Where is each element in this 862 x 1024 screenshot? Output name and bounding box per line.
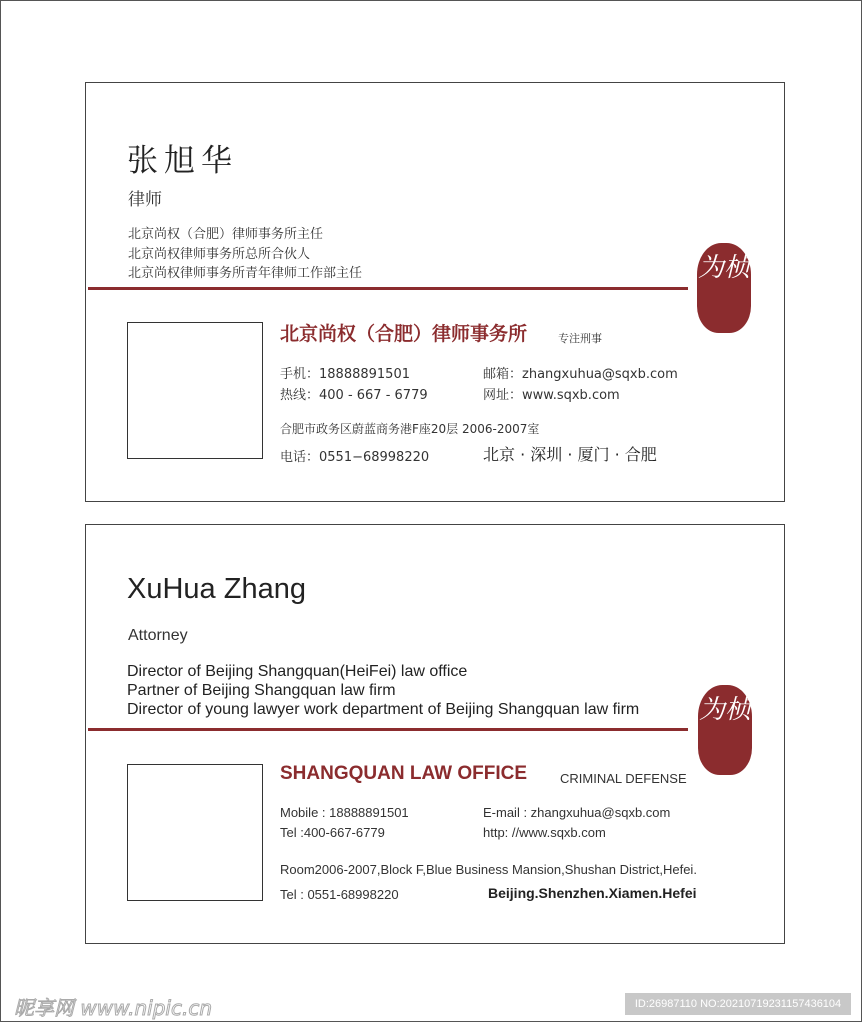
card-chinese: [85, 82, 785, 502]
firm-name: 北京尚权（合肥）律师事务所: [280, 323, 528, 345]
firm-name: SHANGQUAN LAW OFFICE: [280, 763, 527, 784]
seal-logo: 为桢: [698, 685, 752, 775]
specialty: 专注刑事: [558, 332, 602, 345]
cities: 北京 · 深圳 · 厦门 · 合肥: [483, 445, 657, 464]
address: Room2006-2007,Block F,Blue Business Mansion,Shushan District,Hefei.: [280, 862, 697, 877]
role: 北京尚权（合肥）律师事务所主任: [128, 227, 324, 242]
mobile: Mobile : 18888891501: [280, 805, 409, 820]
email: 邮箱：zhangxuhua@sqxb.com: [483, 367, 678, 382]
website: 网址：www.sqxb.com: [483, 388, 620, 403]
hotline: Tel :400-667-6779: [280, 825, 385, 840]
image-id-label: ID:26987110 NO:20210719231157436104: [625, 993, 851, 1015]
seal-logo: 为桢: [697, 243, 751, 333]
address: 合肥市政务区蔚蓝商务港F座20层 2006-2007室: [280, 422, 540, 436]
role: Director of young lawyer work department of Beijing Shangquan law firm: [127, 701, 640, 718]
specialty: CRIMINAL DEFENSE: [560, 771, 687, 786]
role: 北京尚权律师事务所青年律师工作部主任: [128, 266, 363, 281]
job-title: Attorney: [128, 627, 188, 644]
role: 北京尚权律师事务所总所合伙人: [128, 247, 311, 262]
role: Director of Beijing Shangquan(HeiFei) law office: [127, 663, 468, 680]
watermark: 昵享网 www.nipic.cn: [14, 996, 213, 1020]
card-english: [85, 524, 785, 944]
hotline: 热线：400 - 667 - 6779: [280, 388, 428, 403]
website: http: //www.sqxb.com: [483, 825, 606, 840]
cities: Beijing.Shenzhen.Xiamen.Hefei: [488, 885, 697, 901]
email: E-mail : zhangxuhua@sqxb.com: [483, 805, 671, 820]
photo-placeholder: [127, 322, 263, 459]
mobile: 手机：18888891501: [280, 367, 410, 382]
photo-placeholder: [127, 764, 263, 901]
job-title: 律师: [128, 190, 162, 210]
divider: [88, 287, 688, 290]
role: Partner of Beijing Shangquan law firm: [127, 682, 396, 699]
phone: Tel : 0551-68998220: [280, 887, 399, 902]
name: 张旭华: [127, 143, 238, 179]
divider: [88, 728, 688, 731]
phone: 电话：0551−68998220: [280, 450, 430, 465]
name: XuHua Zhang: [127, 573, 306, 605]
